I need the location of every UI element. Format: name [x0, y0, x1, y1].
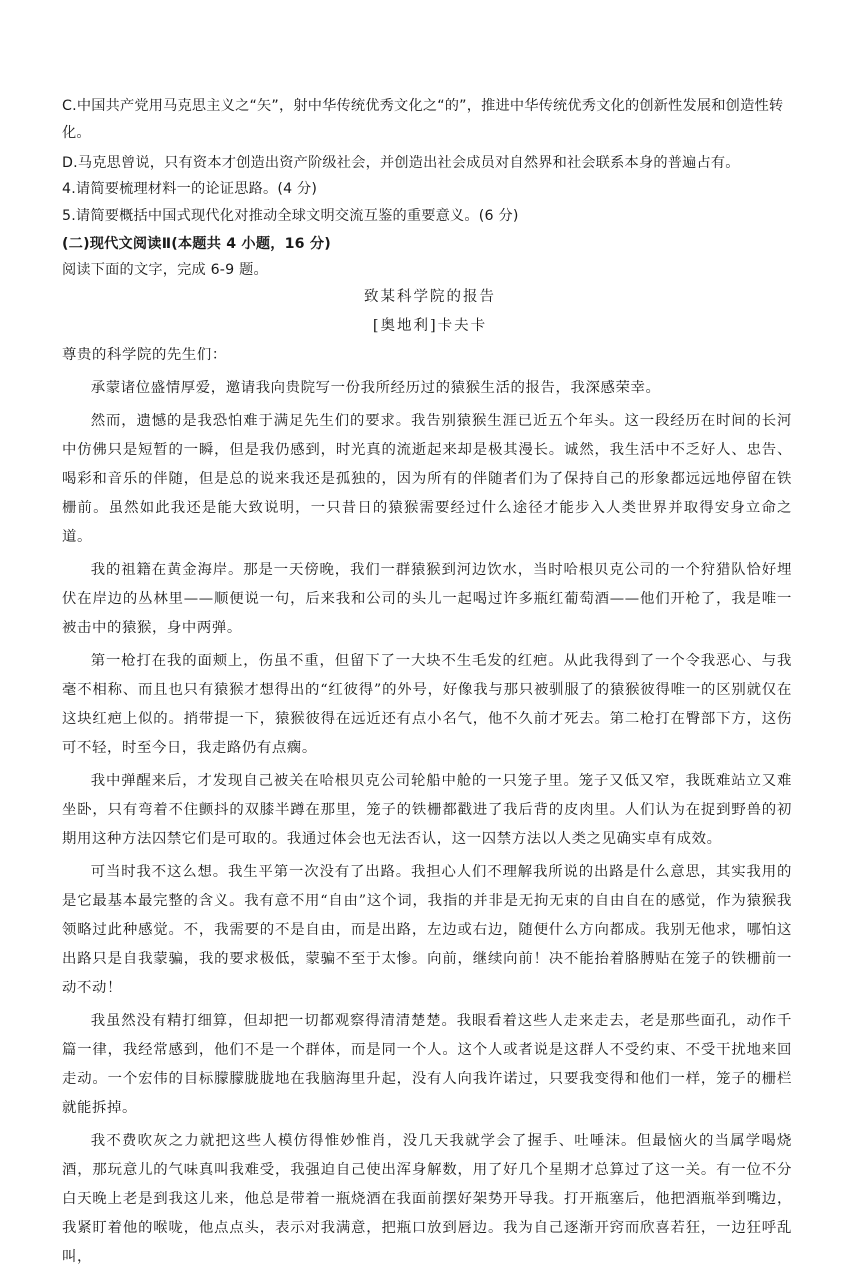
article-author: [奥地利]卡夫卡 — [372, 318, 488, 334]
question-4: 4.请简要梳理材料一的论证思路。(4 分) — [62, 181, 318, 197]
paragraph: 然而，遗憾的是我恐怕难于满足先生们的要求。我告别猿猴生涯已近五个年头。这一段经历在时间的长河中仿佛只是短暂的一瞬，但是我仍感到，时光真的流逝起来却是极其漫长。诚然，我生活中不乏好人、忠告、喝彩和音乐的伴随，但是总的说来我还是孤独的，因为所有的伴随者们为了保持自己的形象都远远地停留在铁栅前。虽然如此我还是能大致说明，一只昔日的猿猴需要经过什么途径才能步入人类世界并取得安身立命之道。 — [62, 413, 792, 545]
paragraph: 可当时我不这么想。我生平第一次没有了出路。我担心人们不理解我所说的出路是什么意思，其实我用的是它最基本最完整的含义。我有意不用“自由”这个词，我指的并非是无拘无束的自由自在的感觉，作为猿猴我领略过此种感觉。不，我需要的不是自由，而是出路，左边或右边，随便什么方向都成。我别无他求，哪怕这出路只是自我蒙骗，我的要求极低，蒙骗不至于太惨。向前，继续向前！决不能抬着胳膊贴在笼子的铁栅前一动不动！ — [62, 864, 792, 996]
salutation: 尊贵的科学院的先生们： — [62, 347, 227, 363]
article-title: 致某科学院的报告 — [364, 289, 496, 305]
paragraph: 我的祖籍在黄金海岸。那是一天傍晚，我们一群猿猴到河边饮水，当时哈根贝克公司的一个狩猎队恰好埋伏在岸边的丛林里——顺便说一句，后来我和公司的头儿一起喝过许多瓶红葡萄酒——他们开枪了，我是唯一被击中的猿猴，身中两弹。 — [62, 562, 792, 636]
question-5: 5.请简要概括中国式现代化对推动全球文明交流互鉴的重要意义。(6 分) — [62, 208, 519, 224]
paragraph: 我中弹醒来后，才发现自己被关在哈根贝克公司轮船中舱的一只笼子里。笼子又低又窄，我既难站立又难坐卧，只有弯着不住颤抖的双膝半蹲在那里，笼子的铁栅都戳进了我后背的皮肉里。人们认为在捉到野兽的初期用这种方法囚禁它们是可取的。我通过体会也无法否认，这一囚禁方法以人类之见确实卓有成效。 — [62, 773, 792, 847]
option-d: D.马克思曾说，只有资本才创造出资产阶级社会，并创造出社会成员对自然界和社会联系本身的普遍占有。 — [62, 155, 740, 171]
paragraph: 我虽然没有精打细算，但却把一切都观察得清清楚楚。我眼看着这些人走来走去，老是那些面孔，动作千篇一律，我经常感到，他们不是一个群体，而是同一个人。这个人或者说是这群人不受约束、不受干扰地来回走动。一个宏伟的目标朦朦胧胧地在我脑海里升起，没有人向我许诺过，只要我变得和他们一样，笼子的栅栏就能拆掉。 — [62, 1013, 792, 1116]
article-body — [62, 341, 792, 1272]
section-instruction: 阅读下面的文字，完成 6-9 题。 — [62, 262, 268, 278]
section-heading: (二)现代文阅读Ⅱ(本题共 4 小题，16 分) — [62, 236, 331, 252]
paragraph: 第一枪打在我的面颊上，伤虽不重，但留下了一大块不生毛发的红疤。从此我得到了一个令我恶心、与我毫不相称、而且也只有猿猴才想得出的“红彼得”的外号，好像我与那只被驯服了的猿猴彼得唯一的区别就仅在这块红疤上似的。捎带提一下，猿猴彼得在远近还有点小名气，他不久前才死去。第二枪打在臀部下方，这伤可不轻，时至今日，我走路仍有点瘸。 — [62, 653, 792, 756]
paragraph: 我不费吹灰之力就把这些人模仿得惟妙惟肖，没几天我就学会了握手、吐唾沫。但最恼火的当属学喝烧酒，那玩意儿的气味真叫我难受，我强迫自己使出浑身解数，用了好几个星期才总算过了这一关。有一位不分白天晚上老是到我这儿来，他总是带着一瓶烧酒在我面前摆好架势开导我。打开瓶塞后，他把酒瓶举到嘴边，我紧盯着他的喉咙，他点点头，表示对我满意，把瓶口放到唇边。我为自己逐渐开窍而欣喜若狂，一边狂呼乱叫， — [62, 1133, 792, 1265]
option-c: C.中国共产党用马克思主义之“矢”，射中华传统优秀文化之“的”，推进中华传统优秀文化的创新性发展和创造性转化。 — [62, 98, 784, 141]
paragraph: 承蒙诸位盛情厚爱，邀请我向贵院写一份我所经历过的猿猴生活的报告，我深感荣幸。 — [90, 380, 661, 396]
